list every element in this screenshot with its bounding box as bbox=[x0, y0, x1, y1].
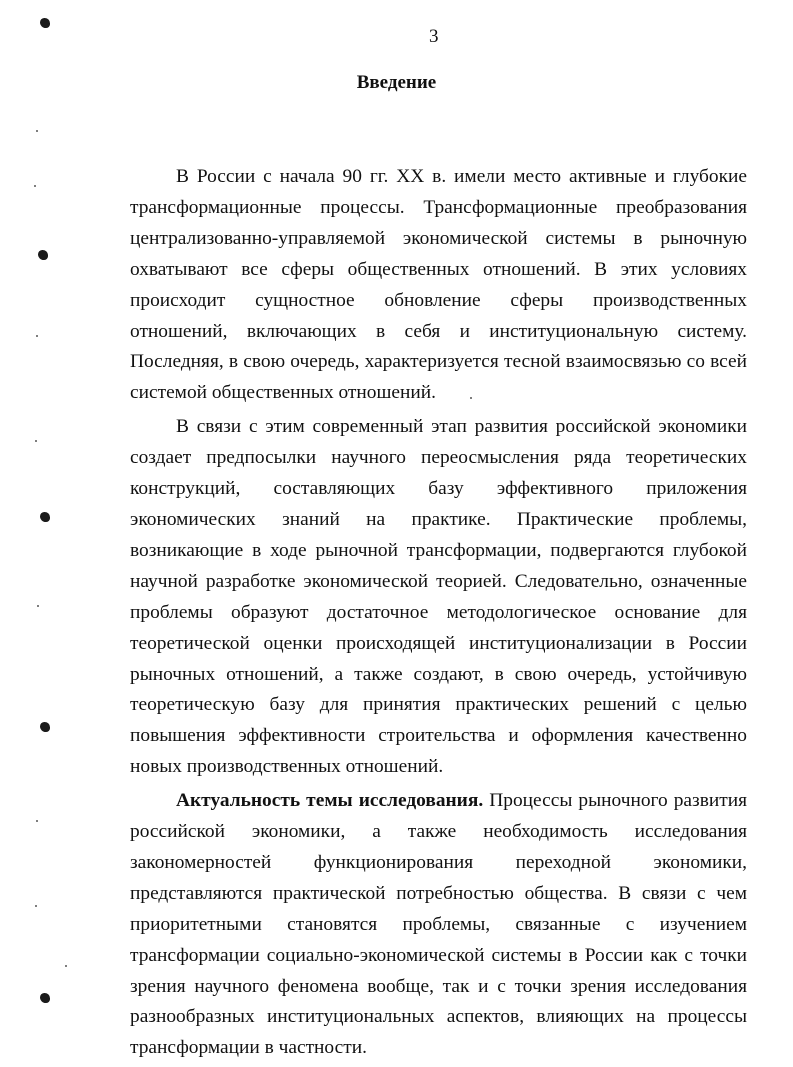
paragraph-text: В связи с этим современный этап развития российской экономики создает предпосылки научного переосмысления ряда теоретических конструкций, составляющих базу эффективного приложения экономических знаний на практике. Практические проблемы, возникающие в ходе рыночной трансформации, подвергаются глубокой научной разработке экономической теорией. Следовательно, означенные проблемы образуют достаточное методологическое основание для теоретической оценки происходящей институционализации в России рыночных отношений, а также создают, в свою очередь, устойчивую теоретическую базу для принятия практических решений с целью повышения эффективности строительства и оформления качественно новых производственных отношений. bbox=[130, 416, 747, 778]
scan-dot bbox=[34, 185, 36, 187]
scan-dot bbox=[36, 820, 38, 822]
scan-dot bbox=[35, 905, 37, 907]
page-number: 3 bbox=[429, 26, 439, 47]
paragraph-lead: Актуальность темы исследования. bbox=[176, 790, 484, 812]
paragraph-text: В России с начала 90 гг. XX в. имели место активные и глубокие трансформационные процессы. Трансформационные преобразования централизованно-управляемой экономической системы в рыночную охватывают все сферы общественных отношений. В этих условиях происходит сущностное обновление сферы производственных отношений, включающих в себя и институциональную систему. Последняя, в свою очередь, характеризуется тесной взаимосвязью со всей системой общественных отношений. bbox=[130, 166, 747, 404]
scan-dot bbox=[36, 335, 38, 337]
paragraph bbox=[130, 162, 747, 409]
paragraph bbox=[130, 786, 747, 1064]
page-title: Введение bbox=[356, 72, 437, 93]
paragraph bbox=[130, 412, 747, 783]
scan-mark bbox=[40, 18, 50, 28]
scan-dot bbox=[36, 130, 38, 132]
scan-mark bbox=[38, 250, 48, 260]
scan-mark bbox=[40, 722, 50, 732]
scan-dot bbox=[65, 965, 67, 967]
scan-dot bbox=[35, 440, 37, 442]
scan-mark bbox=[40, 512, 50, 522]
scan-mark bbox=[40, 993, 50, 1003]
document-body bbox=[130, 162, 747, 1067]
paragraph-text: Процессы рыночного развития российской экономики, а также необходимость исследования закономерностей функционирования переходной экономики, представляются практической потребностью общества. В связи с чем приоритетными становятся проблемы, связанные с изучением трансформации социально-экономической системы в России как с точки зрения научного феномена вообще, так и с точки зрения исследования разнообразных институциональных аспектов, влияющих на процессы трансформации в частности. bbox=[130, 790, 747, 1059]
scan-dot bbox=[37, 605, 39, 607]
